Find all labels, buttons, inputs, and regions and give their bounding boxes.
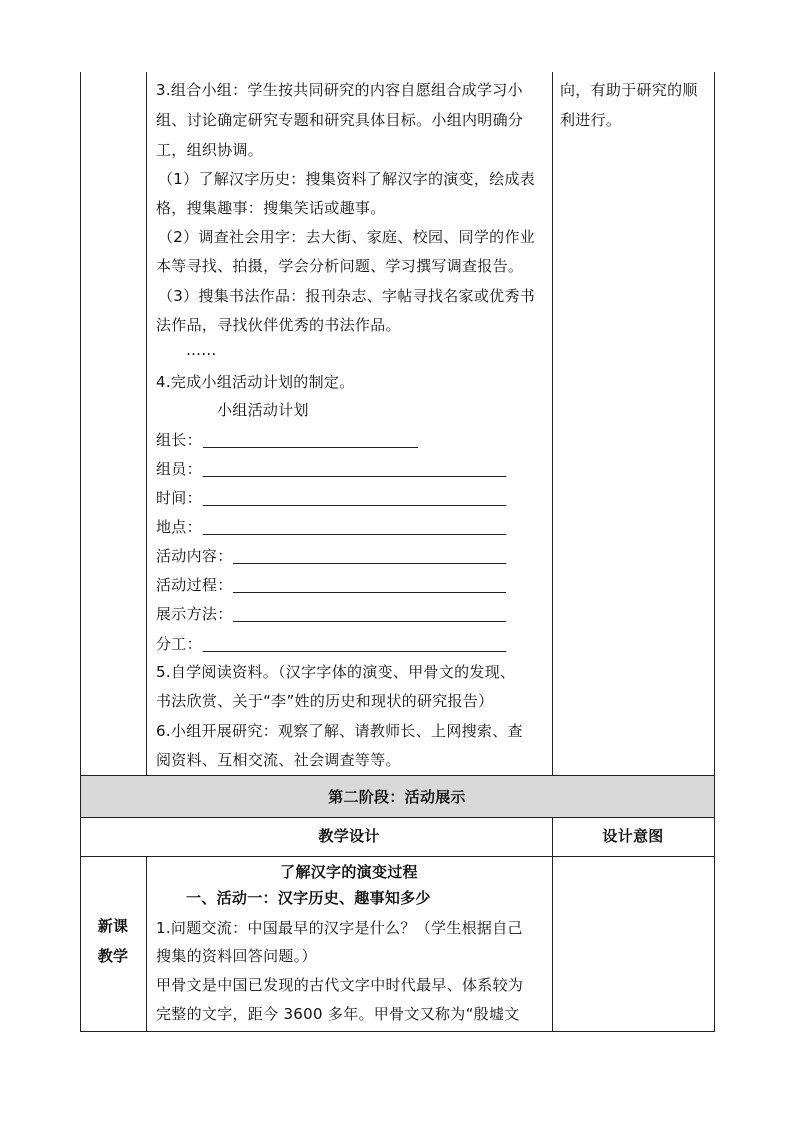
step-line: 格，搜集趣事：搜集笑话或趣事。 [156, 199, 386, 217]
field-label-process: 活动过程： [156, 576, 233, 594]
ellipsis: …… [186, 341, 217, 359]
step-line: 本等寻找、拍摄，学会分析问题、学习撰写调查报告。 [156, 257, 524, 275]
field-label-leader: 组长： [156, 431, 202, 449]
intent-line: 向，有助于研究的顺 [560, 81, 698, 99]
members-blank[interactable] [203, 476, 506, 477]
field-label-content: 活动内容： [156, 547, 233, 565]
step-line: 阅资料、互相交流、社会调查等等。 [156, 751, 401, 769]
lesson-title: 了解汉字的演变过程 [280, 863, 418, 881]
step-line: 组、讨论确定研究专题和研究具体目标。小组内明确分 [156, 111, 524, 129]
process-blank[interactable] [233, 592, 506, 593]
step-line: 书法欣赏、关于“李”姓的历史和现状的研究报告） [156, 692, 494, 710]
activity-subtitle: 一、活动一：汉字历史、趣事知多少 [186, 889, 431, 907]
step-line: 6.小组开展研究：观察了解、请教师长、上网搜索、查 [156, 722, 523, 740]
step-line: 5.自学阅读资料。（汉字字体的演变、甲骨文的发现、 [156, 663, 516, 681]
display-blank[interactable] [233, 621, 506, 622]
step-line: 法作品，寻找伙伴优秀的书法作品。 [156, 316, 401, 334]
content-blank[interactable] [233, 563, 506, 564]
step-line: （3）搜集书法作品：报刊杂志、字帖寻找名家或优秀书 [158, 287, 536, 305]
step-line: 4.完成小组活动计划的制定。 [156, 373, 355, 391]
label-line: 新课 [97, 917, 129, 935]
field-label-members: 组员： [156, 460, 202, 478]
step-line: 工，组织协调。 [156, 141, 264, 159]
field-label-division: 分工： [156, 635, 202, 653]
division-blank[interactable] [203, 651, 506, 652]
lesson-line: 完整的文字，距今 3600 多年。甲骨文又称为“殷墟文 [156, 1005, 520, 1023]
label-line: 教学 [97, 947, 129, 965]
intent-line: 利进行。 [560, 111, 622, 129]
step-line: （2）调查社会用字：去大街、家庭、校园、同学的作业 [158, 228, 536, 246]
time-blank[interactable] [203, 505, 506, 506]
step-line: 3.组合小组：学生按共同研究的内容自愿组合成学习小 [156, 81, 523, 99]
plan-title: 小组活动计划 [217, 401, 309, 419]
lesson-line: 1.问题交流：中国最早的汉字是什么？（学生根据自己 [156, 919, 523, 937]
col-header-design: 教学设计 [318, 827, 380, 845]
leader-blank[interactable] [203, 447, 418, 448]
field-label-place: 地点： [156, 518, 202, 536]
field-label-time: 时间： [156, 489, 202, 507]
stage-heading: 第二阶段：活动展示 [328, 788, 466, 806]
lesson-line: 甲骨文是中国已发现的古代文字中时代最早、体系较为 [156, 976, 524, 994]
col-header-intent: 设计意图 [602, 827, 664, 845]
place-blank[interactable] [203, 534, 506, 535]
lesson-line: 搜集的资料回答问题。） [156, 947, 317, 965]
step-line: （1）了解汉字历史：搜集资料了解汉字的演变，绘成表 [158, 170, 536, 188]
field-label-display: 展示方法： [156, 605, 233, 623]
